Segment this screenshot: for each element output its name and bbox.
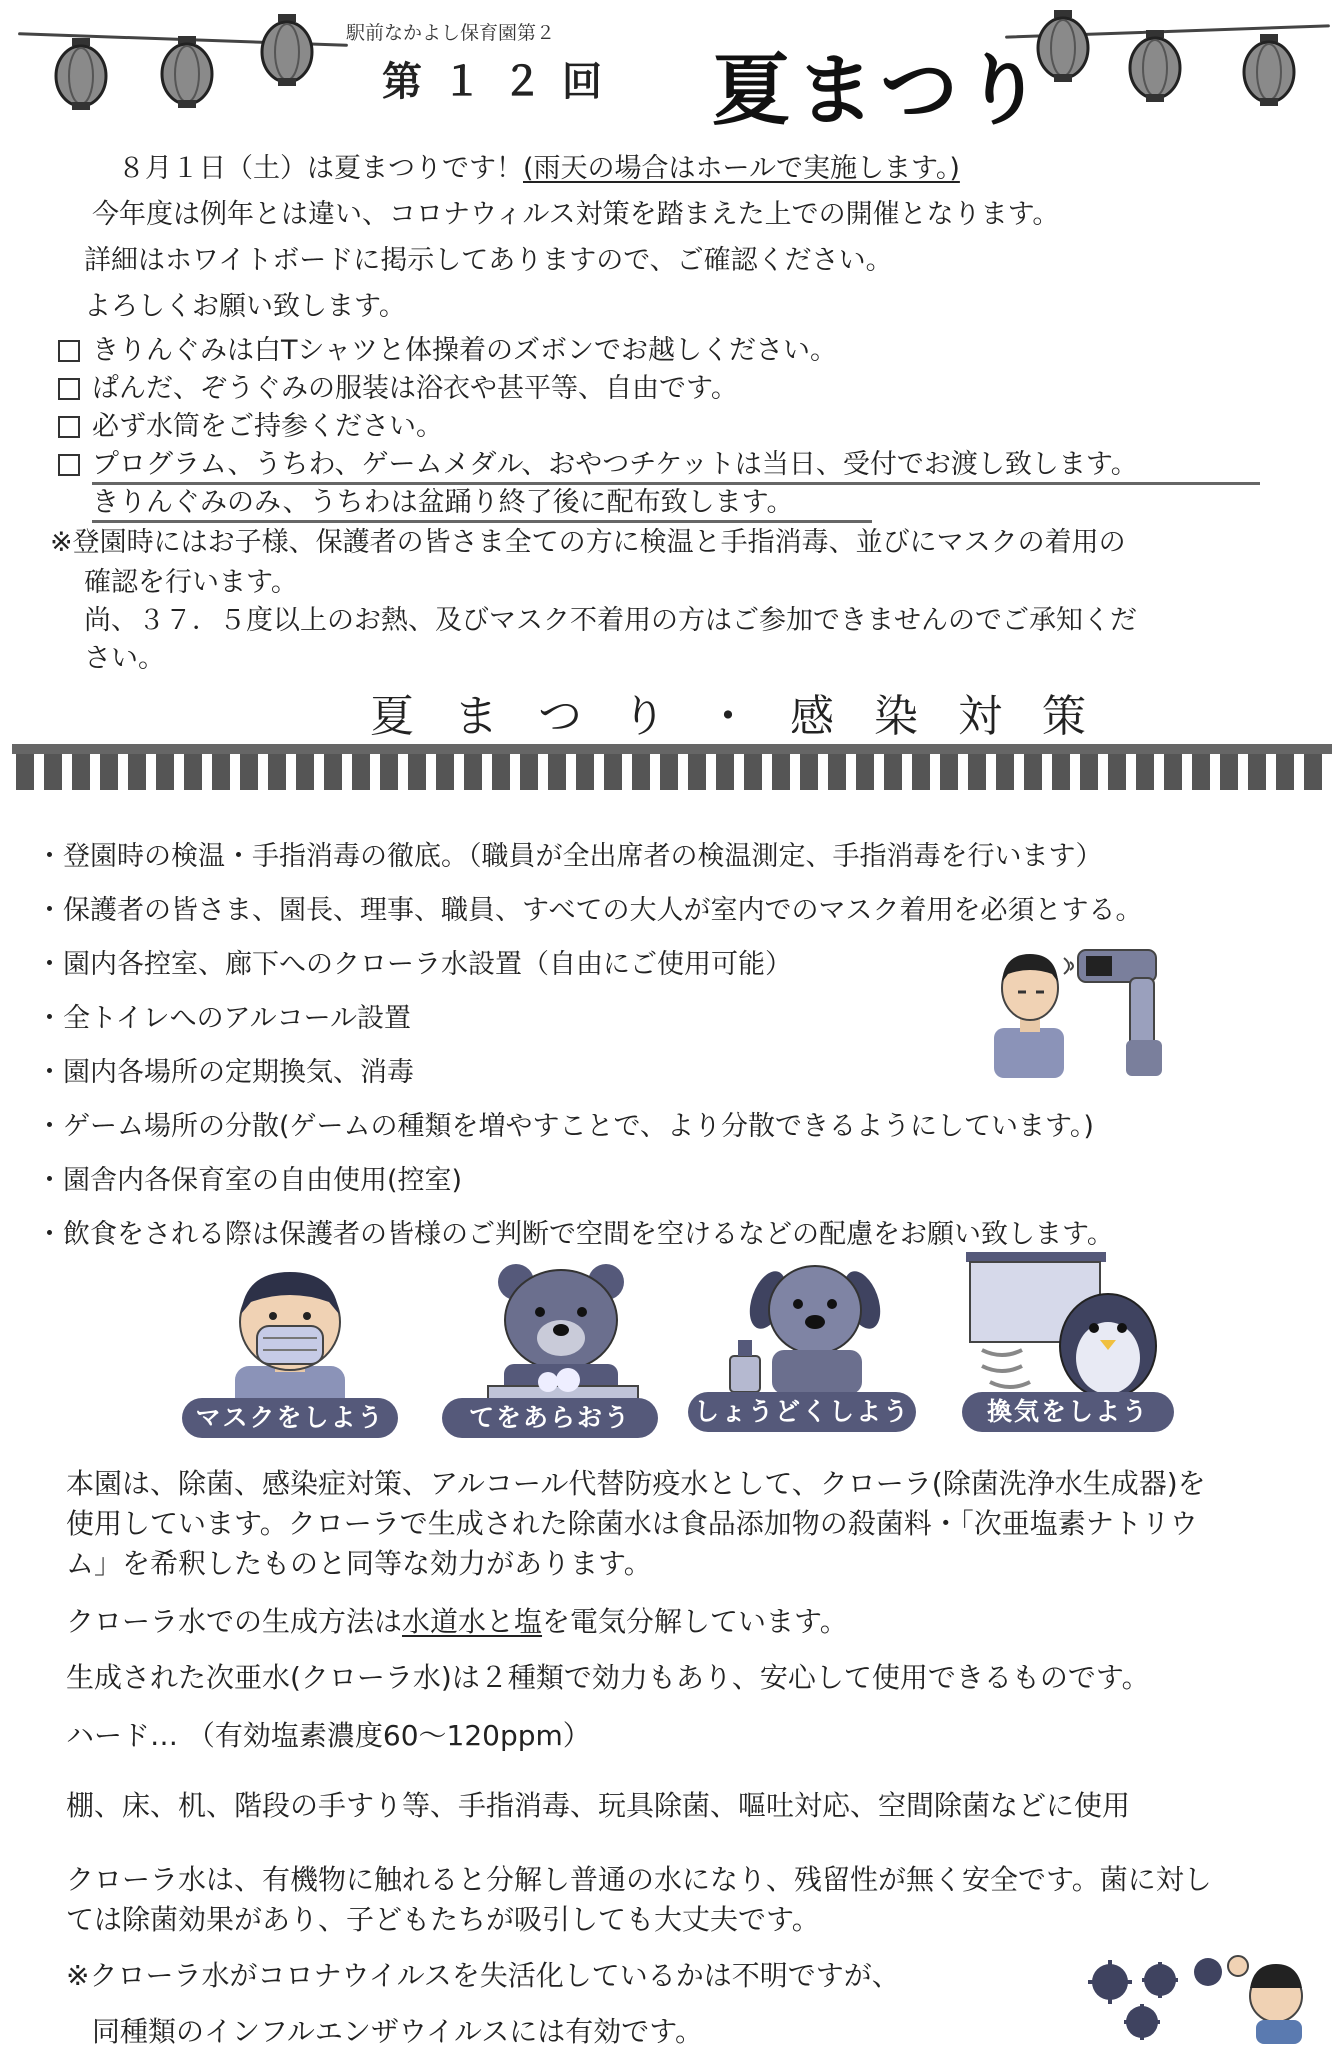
rain-note: (雨天の場合はホールで実施します。): [523, 153, 960, 184]
checklist-item: 必ず水筒をご持参ください。: [92, 411, 443, 442]
fence-post: [268, 754, 286, 790]
intro-line-1: [118, 150, 960, 188]
fence-post: [1080, 754, 1098, 790]
fence-post: [212, 754, 230, 790]
fence-post: [240, 754, 258, 790]
paper-lantern-icon: [158, 36, 216, 108]
fence-post: [968, 754, 986, 790]
fence-post: [1220, 754, 1238, 790]
measure-item: ・飲食をされる際は保護者の皆様のご判断で空間を空けるなどの配慮をお願い致します。: [36, 1219, 1114, 1250]
info-p2-underlined: 水道水と塩: [402, 1605, 543, 1638]
intro-line-4: よろしくお願い致します。: [84, 291, 406, 322]
dog-disinfecting-illustration: [728, 1256, 898, 1396]
info-paragraph-2: [66, 1600, 848, 1640]
info-p2-part-c: を電気分解しています。: [542, 1605, 848, 1638]
paper-lantern-icon: [1240, 34, 1298, 106]
paper-lantern-icon: [258, 14, 316, 86]
fence-post: [744, 754, 762, 790]
checkbox-icon: [58, 454, 80, 476]
notice-line-1: ※登園時にはお子様、保護者の皆さま全ての方に検温と手指消毒、並びにマスクの着用の: [50, 527, 1126, 558]
fence-post: [884, 754, 902, 790]
measure-item: ・園舎内各保育室の自由使用(控室): [36, 1165, 463, 1196]
fence-post: [352, 754, 370, 790]
intro-line-3: 詳細はホワイトボードに掲示してありますので、ご確認ください。: [84, 245, 893, 276]
paper-lantern-icon: [1126, 30, 1184, 102]
intro-line-2: 今年度は例年とは違い、コロナウィルス対策を踏まえた上での開催となります。: [92, 199, 1060, 230]
fence-post: [716, 754, 734, 790]
fence-post: [44, 754, 62, 790]
fence-post: [1276, 754, 1294, 790]
penguin-ventilation-illustration: [962, 1250, 1172, 1400]
fence-post: [772, 754, 790, 790]
page-title: 夏まつり: [712, 45, 1049, 136]
fence-post: [1108, 754, 1126, 790]
info-paragraph-1-line-1: 本園は、除菌、感染症対策、アルコール代替防疫水として、クローラ(除菌洗浄水生成器)を: [66, 1467, 1206, 1500]
checklist-item-continued: きりんぐみのみ、うちわは盆踊り終了後に配布致します。: [92, 487, 794, 518]
info-paragraph-4: ハード… （有効塩素濃度60～120ppm）: [66, 1719, 591, 1752]
fence-post: [1052, 754, 1070, 790]
badge-handwash: てをあらおう: [442, 1398, 658, 1438]
info-paragraph-6-line-1: クローラ水は、有機物に触れると分解し普通の水になり、残留性が無く安全です。菌に対し: [66, 1863, 1212, 1896]
fence-post: [632, 754, 650, 790]
intro-date: ８月１日（土）は夏まつりです！: [118, 153, 523, 184]
fence-post: [436, 754, 454, 790]
masked-child-illustration: [205, 1262, 375, 1414]
info-paragraph-5: 棚、床、机、階段の手すり等、手指消毒、玩具除菌、嘔吐対応、空間除菌などに使用: [66, 1789, 1131, 1822]
badge-disinfect: しょうどくしよう: [688, 1392, 916, 1432]
paper-lantern-icon: [52, 38, 110, 110]
section-title: 夏まつり・感染対策: [370, 691, 1126, 742]
fence-post: [940, 754, 958, 790]
checklist-item: ぱんだ、ぞうぐみの服装は浴衣や甚平等、自由です。: [92, 373, 738, 404]
notice-line-4: さい。: [84, 643, 165, 674]
temperature-check-illustration: [990, 940, 1165, 1080]
fence-post: [184, 754, 202, 790]
fence-post: [1248, 754, 1266, 790]
checkbox-icon: [58, 416, 80, 438]
fence-post: [296, 754, 314, 790]
badge-ventilate: 換気をしよう: [962, 1392, 1174, 1432]
badge-mask: マスクをしよう: [182, 1398, 398, 1438]
measure-item: ・園内各控室、廊下へのクローラ水設置（自由にご使用可能）: [36, 949, 792, 980]
fence-post: [800, 754, 818, 790]
info-paragraph-6-line-2: ては除菌効果があり、子どもたちが吸引しても大丈夫です。: [66, 1903, 820, 1936]
fence-post: [1024, 754, 1042, 790]
fence-post: [128, 754, 146, 790]
fence-post: [548, 754, 566, 790]
measure-item: ・全トイレへのアルコール設置: [36, 1003, 412, 1034]
organization-name: 駅前なかよし保育園第２: [346, 22, 556, 44]
checklist-item: プログラム、うちわ、ゲームメダル、おやつチケットは当日、受付でお渡し致します。: [92, 449, 1138, 480]
notice-line-3: 尚、３７．５度以上のお熱、及びマスク不着用の方はご参加できませんのでご承知くだ: [84, 605, 1137, 636]
fence-post: [996, 754, 1014, 790]
fence-post: [16, 754, 34, 790]
fence-post: [156, 754, 174, 790]
fence-post: [408, 754, 426, 790]
info-paragraph-3: 生成された次亜水(クローラ水)は２種類で効力もあり、安心して使用できるものです。: [66, 1661, 1150, 1694]
info-p2-part-a: クローラ水での生成方法は: [66, 1605, 403, 1638]
info-paragraph-1-line-2: 使用しています。クローラで生成された除菌水は食品添加物の殺菌料・「次亜塩素ナトリウ: [66, 1507, 1198, 1540]
fence-post: [72, 754, 90, 790]
checklist-item: きりんぐみは白Tシャツと体操着のズボンでお越しください。: [92, 335, 837, 366]
fence-post: [380, 754, 398, 790]
measure-item: ・保護者の皆さま、園長、理事、職員、すべての大人が室内でのマスク着用を必須とする。: [36, 895, 1143, 926]
checkbox-icon: [58, 340, 80, 362]
fence-post: [1136, 754, 1154, 790]
measure-item: ・ゲーム場所の分散(ゲームの種類を増やすことで、より分散できるようにしています。): [36, 1111, 1094, 1142]
fence-post: [492, 754, 510, 790]
fence-post: [660, 754, 678, 790]
fence-post: [100, 754, 118, 790]
info-paragraph-1-line-3: ム」を希釈したものと同等な効力があります。: [66, 1547, 652, 1580]
checkbox-icon: [58, 378, 80, 400]
fence-post: [520, 754, 538, 790]
fence-post: [464, 754, 482, 790]
edition-number: 第１２回: [382, 58, 622, 105]
fence-post: [1304, 754, 1322, 790]
measure-item: ・登園時の検温・手指消毒の徹底。（職員が全出席者の検温測定、手指消毒を行います）: [36, 841, 1103, 872]
virus-fight-illustration: [1080, 1926, 1335, 2044]
fence-post: [576, 754, 594, 790]
fence-post: [856, 754, 874, 790]
underline-rule: [92, 520, 872, 523]
fence-post: [1164, 754, 1182, 790]
info-paragraph-7-line-2: 同種類のインフルエンザウイルスには有効です。: [92, 2015, 703, 2048]
fence-post: [324, 754, 342, 790]
measure-item: ・園内各場所の定期換気、消毒: [36, 1057, 414, 1088]
fence-post: [688, 754, 706, 790]
fence-post: [1192, 754, 1210, 790]
fence-post: [912, 754, 930, 790]
fence-post: [604, 754, 622, 790]
bear-washing-hands-illustration: [478, 1256, 648, 1414]
fence-post: [828, 754, 846, 790]
fence-divider: [12, 744, 1332, 792]
info-paragraph-7-line-1: ※クローラ水がコロナウイルスを失活化しているかは不明ですが、: [66, 1959, 900, 1992]
notice-line-2: 確認を行います。: [84, 567, 298, 598]
